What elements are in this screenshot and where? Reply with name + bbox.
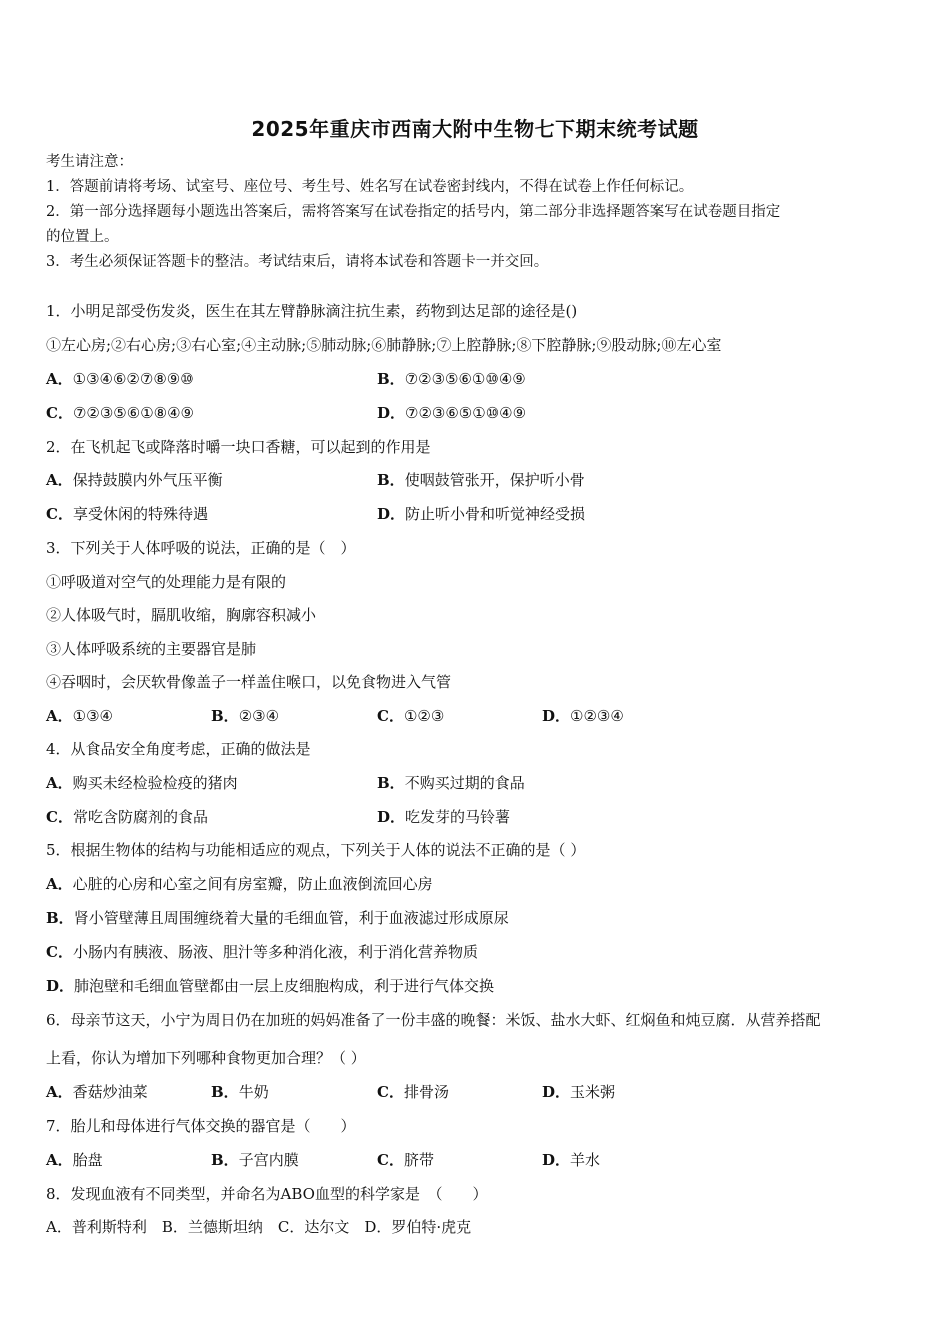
question-stem: 5．根据生物体的结构与功能相适应的观点，下列关于人体的说法不正确的是（ ）	[46, 841, 586, 859]
option-d	[542, 1150, 600, 1170]
question-stem: 2．在飞机起飞或降落时嚼一块口香糖，可以起到的作用是	[46, 438, 431, 456]
option-letter: D．	[542, 707, 571, 725]
option-letter: C．	[46, 404, 73, 422]
option-letter: A．	[46, 1083, 73, 1101]
option-letter: B．	[211, 1151, 239, 1169]
option-text: 防止听小骨和听觉神经受损	[405, 505, 586, 523]
question-stem: 8．发现血液有不同类型，并命名为ABO血型的科学家是 （ ）	[46, 1185, 488, 1203]
option-text: 胎盘	[72, 1151, 103, 1169]
option-text: 排骨汤	[403, 1083, 449, 1101]
option-d	[377, 403, 526, 423]
question-stem: 4．从食品安全角度考虑，正确的做法是	[46, 740, 311, 758]
question-stem: 7．胎儿和母体进行气体交换的器官是（ ）	[46, 1117, 356, 1135]
option-letter: D．	[377, 505, 406, 523]
option-letter: B．	[377, 774, 405, 792]
option-d	[46, 976, 494, 996]
option-text: 香菇炒油菜	[72, 1083, 148, 1101]
option-text: ⑦②③⑥⑤①⑩④⑨	[405, 404, 527, 422]
option-letter: B．	[377, 471, 405, 489]
question-stem: ④吞咽时，会厌软骨像盖子一样盖住喉口，以免食物进入气管	[46, 673, 452, 691]
option-b	[211, 1082, 269, 1102]
notice-item: 1．答题前请将考场、试室号、座位号、考生号、姓名写在试卷密封线内，不得在试卷上作任何标记。	[46, 179, 694, 195]
option-a	[46, 369, 194, 389]
option-a	[46, 874, 433, 894]
option-b	[211, 1150, 299, 1170]
question-stem: ①呼吸道对空气的处理能力是有限的	[46, 573, 287, 591]
option-letter: D．	[377, 404, 406, 422]
option-text: 心脏的心房和心室之间有房室瓣，防止血液倒流回心房	[72, 875, 433, 893]
question-stem: 6．母亲节这天，小宁为周日仍在加班的妈妈准备了一份丰盛的晚餐：米饭、盐水大虾、红焖鱼和炖豆腐．从营养搭配	[46, 1011, 821, 1029]
option-c	[46, 403, 194, 423]
question-stem: ②人体吸气时，膈肌收缩，胸廓容积减小	[46, 606, 317, 624]
option-text: ①②③	[403, 707, 445, 725]
option-text: 脐带	[403, 1151, 434, 1169]
option-letter: C．	[46, 808, 73, 826]
question-stem: 1．小明足部受伤发炎，医生在其左臂静脉滴注抗生素，药物到达足部的途径是()	[46, 302, 578, 320]
page-title: 2025年重庆市西南大附中生物七下期末统考试题	[251, 117, 699, 141]
option-text: 不购买过期的食品	[404, 774, 525, 792]
option-letter: C．	[377, 707, 404, 725]
option-letter: C．	[377, 1151, 404, 1169]
question-stem: ①左心房;②右心房;③右心室;④主动脉;⑤肺动脉;⑥肺静脉;⑦上腔静脉;⑧下腔静脉;⑨股动脉;⑩左心室	[46, 336, 722, 354]
option-letter: D．	[542, 1083, 571, 1101]
question-stem: 上看，你认为增加下列哪种食物更加合理？（ ）	[46, 1049, 366, 1067]
option-letter: D．	[46, 977, 75, 995]
option-b	[377, 369, 526, 389]
option-d	[377, 807, 510, 827]
option-letter: C．	[46, 505, 73, 523]
option-letter: A．	[46, 707, 73, 725]
option-b	[211, 706, 279, 726]
option-b	[377, 773, 525, 793]
option-a	[46, 773, 238, 793]
option-letter: A．	[46, 875, 73, 893]
option-text: 吃发芽的马铃薯	[405, 808, 511, 826]
answer-options-line: A．普利斯特利 B．兰德斯坦纳 C．达尔文 D．罗伯特·虎克	[46, 1218, 472, 1236]
option-letter: C．	[377, 1083, 404, 1101]
option-d	[542, 706, 624, 726]
option-text: 小肠内有胰液、肠液、胆汁等多种消化液，利于消化营养物质	[72, 943, 478, 961]
notice-item: 3．考生必须保证答题卡的整洁。考试结束后，请将本试卷和答题卡一并交回。	[46, 254, 549, 270]
option-letter: D．	[377, 808, 406, 826]
question-stem: 3．下列关于人体呼吸的说法，正确的是（ ）	[46, 539, 356, 557]
option-text: 牛奶	[238, 1083, 269, 1101]
option-text: ①③④⑥②⑦⑧⑨⑩	[72, 370, 194, 388]
option-a	[46, 1150, 103, 1170]
option-letter: B．	[211, 1083, 239, 1101]
option-text: 购买未经检验检疫的猪肉	[72, 774, 238, 792]
option-letter: A．	[46, 471, 73, 489]
notice-heading: 考生请注意：	[46, 154, 133, 170]
option-a	[46, 1082, 148, 1102]
option-letter: A．	[46, 1151, 73, 1169]
option-letter: B．	[377, 370, 405, 388]
option-letter: A．	[46, 774, 73, 792]
option-text: ⑦②③⑤⑥①⑧④⑨	[72, 404, 194, 422]
notice-item: 的位置上。	[46, 229, 119, 245]
option-c	[377, 706, 444, 726]
option-letter: D．	[542, 1151, 571, 1169]
option-b	[377, 470, 585, 490]
option-letter: B．	[211, 707, 239, 725]
notice-item: 2．第一部分选择题每小题选出答案后，需将答案写在试卷指定的括号内，第二部分非选择题答案写在试卷题目指定	[46, 204, 781, 220]
option-c	[46, 807, 208, 827]
option-text: 玉米粥	[570, 1083, 616, 1101]
option-letter: C．	[46, 943, 73, 961]
option-text: ①③④	[72, 707, 113, 725]
option-text: 保持鼓膜内外气压平衡	[72, 471, 223, 489]
option-text: 羊水	[570, 1151, 601, 1169]
option-text: ①②③④	[570, 707, 624, 725]
option-text: 使咽鼓管张开，保护听小骨	[404, 471, 585, 489]
option-b	[46, 908, 509, 928]
option-letter: B．	[46, 909, 74, 927]
option-text: 肺泡壁和毛细血管壁都由一层上皮细胞构成，利于进行气体交换	[74, 977, 495, 995]
option-text: 肾小管壁薄且周围缠绕着大量的毛细血管，利于血液滤过形成原尿	[73, 909, 509, 927]
option-text: ②③④	[238, 707, 280, 725]
option-letter: A．	[46, 370, 73, 388]
option-text: 子宫内膜	[238, 1151, 299, 1169]
option-text: ⑦②③⑤⑥①⑩④⑨	[404, 370, 526, 388]
option-c	[46, 942, 478, 962]
question-stem: ③人体呼吸系统的主要器官是肺	[46, 640, 257, 658]
option-a	[46, 470, 223, 490]
option-c	[377, 1150, 434, 1170]
option-text: 常吃含防腐剂的食品	[72, 808, 208, 826]
option-text: 享受休闲的特殊待遇	[72, 505, 208, 523]
option-d	[377, 504, 585, 524]
option-c	[377, 1082, 449, 1102]
option-d	[542, 1082, 615, 1102]
option-c	[46, 504, 208, 524]
option-a	[46, 706, 113, 726]
